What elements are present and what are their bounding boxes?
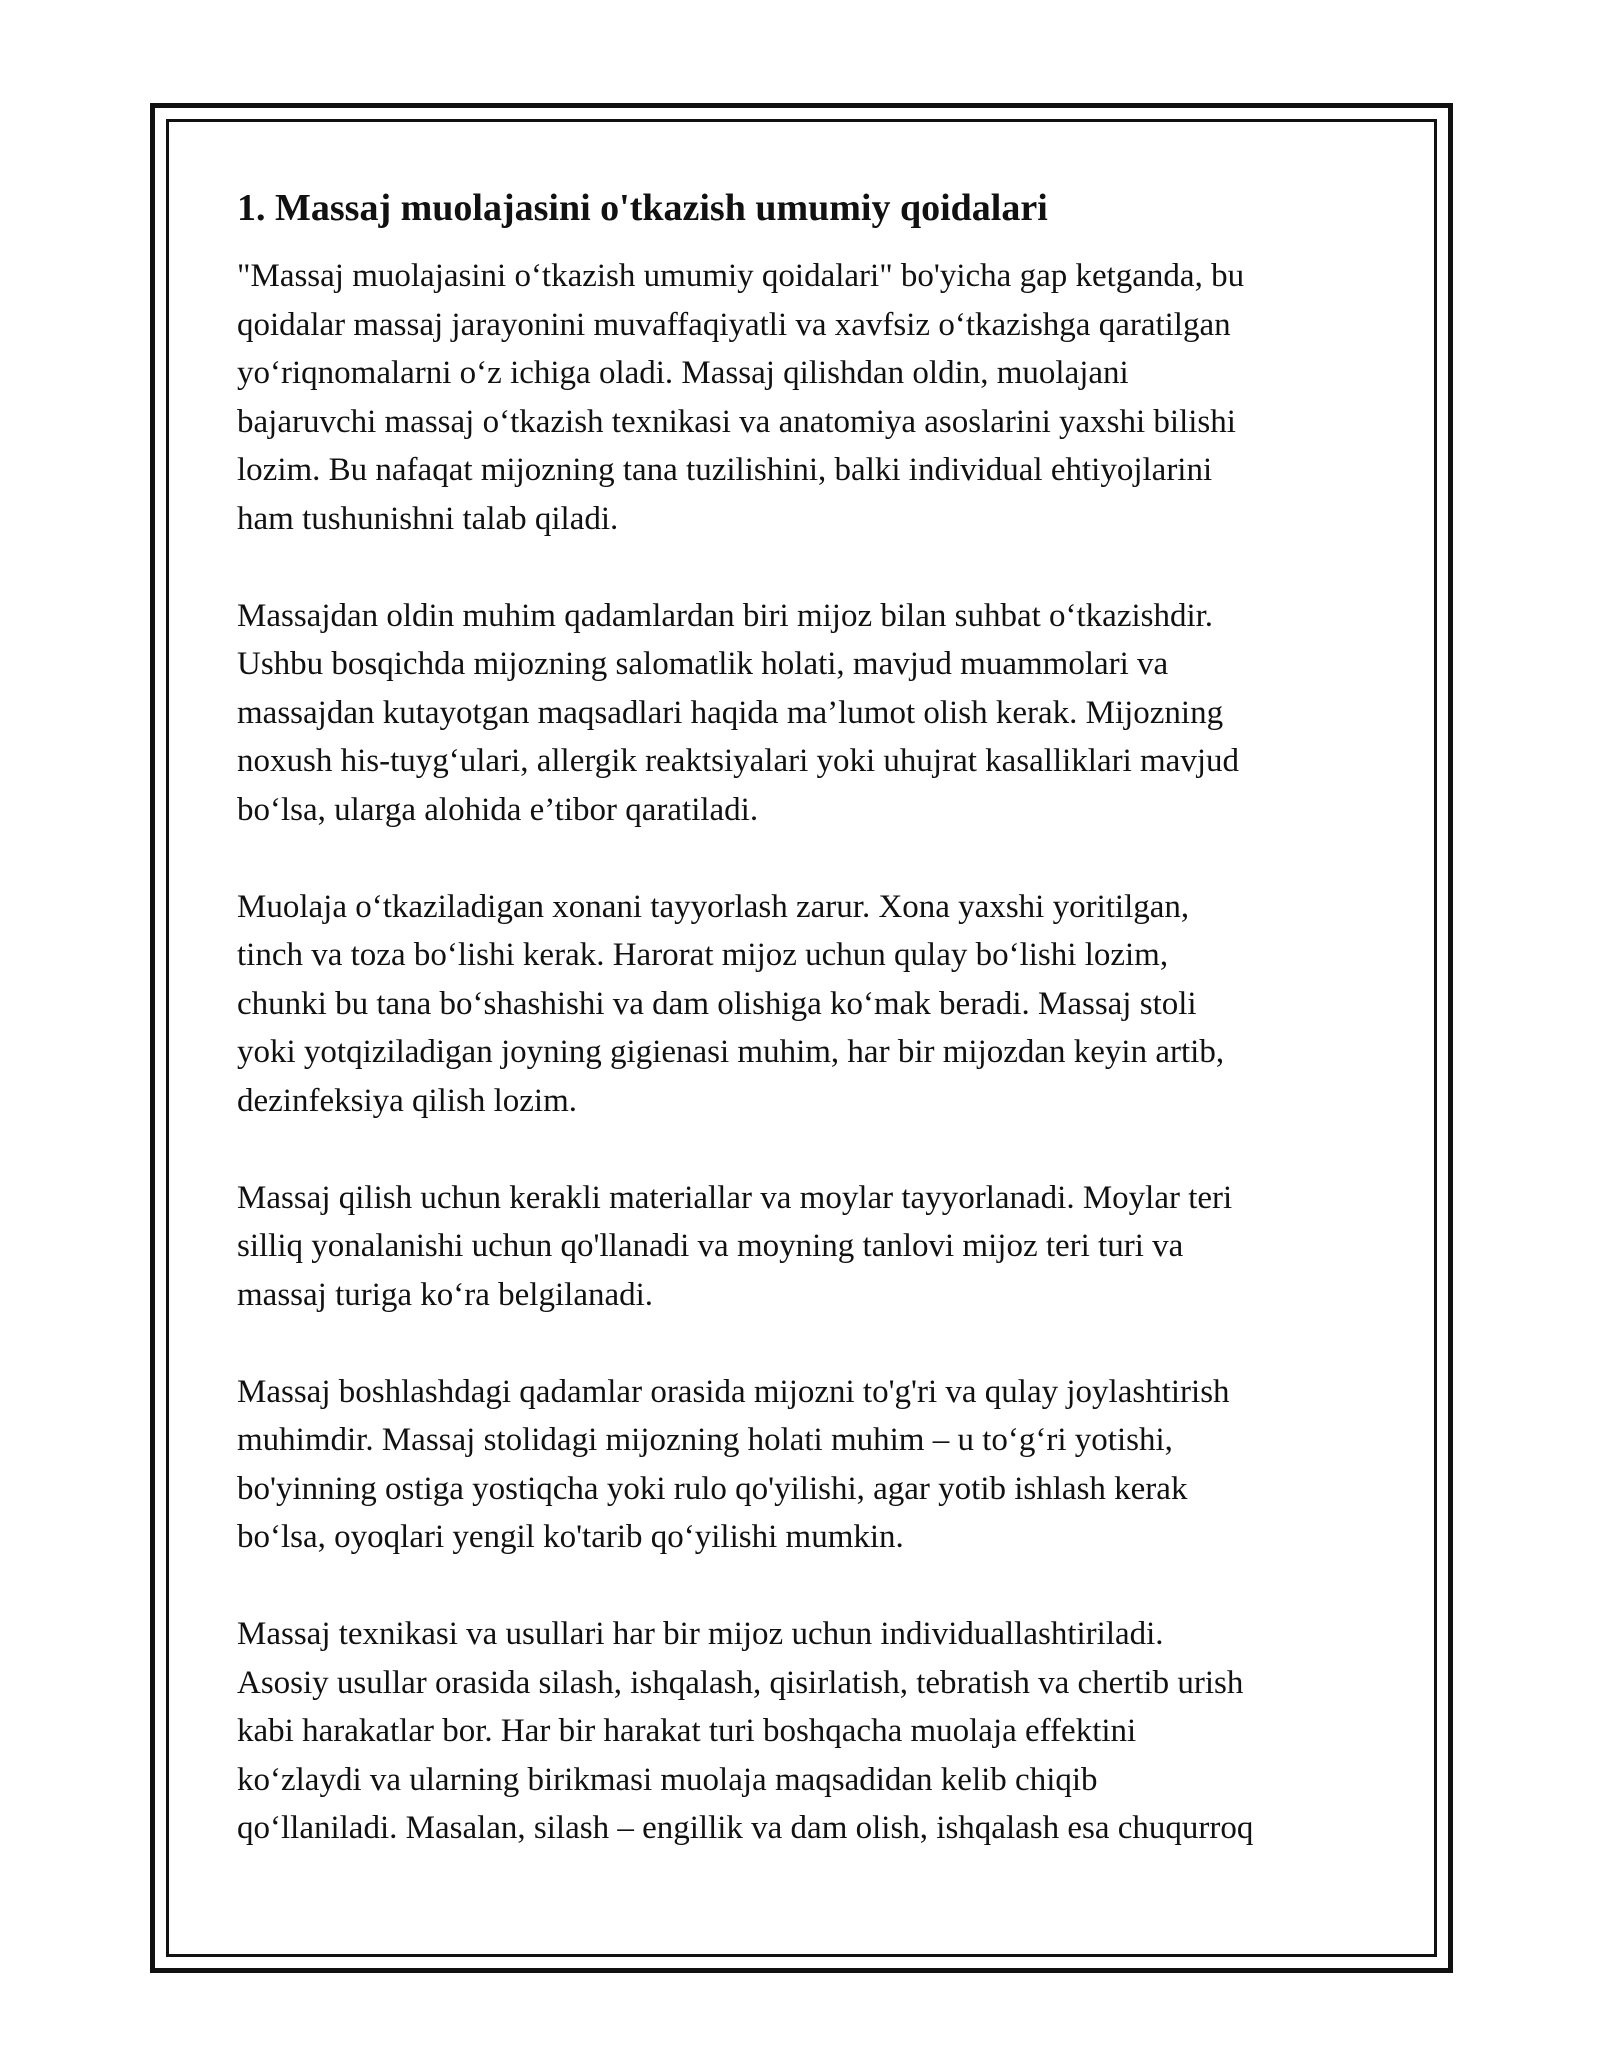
- text-line: Ushbu bosqichda mijozning salomatlik holati, mavjud muammolari va: [237, 646, 1169, 682]
- text-line: ham tushunishni talab qiladi.: [237, 500, 619, 537]
- text-line: Asosiy usullar orasida silash, ishqalash, qisirlatish, tebratish va chertib urish: [237, 1664, 1244, 1701]
- text-line: boʻlsa, ularga alohida e’tibor qaratiladi.: [237, 791, 759, 828]
- text-line: tinch va toza boʻlishi kerak. Harorat mijoz uchun qulay boʻlishi lozim,: [237, 937, 1169, 973]
- text-line: Massaj qilish uchun kerakli materiallar va moylar tayyorlanadi. Moylar teri: [237, 1179, 1233, 1216]
- text-line: koʻzlaydi va ularning birikmasi muolaja maqsadidan kelib chiqib: [237, 1761, 1098, 1798]
- paragraph-3: [237, 883, 1387, 1126]
- text-line: qoidalar massaj jarayonini muvaffaqiyatli va xavfsiz oʻtkazishga qaratilgan: [237, 306, 1231, 343]
- text-line: bo'yinning ostiga yostiqcha yoki rulo qo'yilishi, agar yotib ishlash kerak: [237, 1470, 1188, 1507]
- text-line: silliq yonalanishi uchun qo'llanadi va moyning tanlovi mijoz teri turi va: [237, 1228, 1184, 1264]
- text-line: bajaruvchi massaj oʻtkazish texnikasi va anatomiya asoslarini yaxshi bilishi: [237, 403, 1236, 440]
- paragraph-1: [237, 252, 1387, 543]
- text-line: noxush his-tuygʻulari, allergik reaktsiyalari yoki uhujrat kasalliklari mavjud: [237, 743, 1239, 779]
- text-line: "Massaj muolajasini oʻtkazish umumiy qoidalari" bo'yicha gap ketganda, bu: [237, 258, 1245, 294]
- text-line: Massajdan oldin muhim qadamlardan biri mijoz bilan suhbat oʻtkazishdir.: [237, 597, 1214, 634]
- text-line: kabi harakatlar bor. Har bir harakat turi boshqacha muolaja effektini: [237, 1713, 1137, 1749]
- text-line: qoʻllaniladi. Masalan, silash – engillik va dam olish, ishqalash esa chuqurroq: [237, 1810, 1254, 1846]
- document-body: [237, 184, 1387, 1901]
- text-line: yoki yotqiziladigan joyning gigienasi muhim, har bir mijozdan keyin artib,: [237, 1034, 1225, 1070]
- text-line: Muolaja oʻtkaziladigan xonani tayyorlash zarur. Xona yaxshi yoritilgan,: [237, 888, 1190, 925]
- paragraph-4: [237, 1174, 1387, 1320]
- text-line: massaj turiga koʻra belgilanadi.: [237, 1276, 654, 1313]
- paragraph-2: [237, 592, 1387, 835]
- text-line: lozim. Bu nafaqat mijozning tana tuzilishini, balki individual ehtiyojlarini: [237, 452, 1213, 488]
- text-line: chunki bu tana boʻshashishi va dam olishiga koʻmak beradi. Massaj stoli: [237, 985, 1197, 1022]
- text-line: boʻlsa, oyoqlari yengil ko'tarib qoʻyilishi mumkin.: [237, 1519, 904, 1555]
- text-line: dezinfeksiya qilish lozim.: [237, 1082, 578, 1119]
- section-heading: 1. Massaj muolajasini o'tkazish umumiy qoidalari: [237, 187, 1048, 229]
- paragraph-5: [237, 1368, 1387, 1562]
- text-line: muhimdir. Massaj stolidagi mijozning holati muhim – u toʻgʻri yotishi,: [237, 1422, 1173, 1458]
- text-line: yoʻriqnomalarni oʻz ichiga oladi. Massaj qilishdan oldin, muolajani: [237, 355, 1129, 391]
- text-line: Massaj boshlashdagi qadamlar orasida mijozni to'g'ri va qulay joylashtirish: [237, 1373, 1230, 1410]
- paragraph-6: [237, 1610, 1387, 1853]
- text-line: Massaj texnikasi va usullari har bir mijoz uchun individuallashtiriladi.: [237, 1616, 1164, 1652]
- text-line: massajdan kutayotgan maqsadlari haqida ma’lumot olish kerak. Mijozning: [237, 694, 1224, 731]
